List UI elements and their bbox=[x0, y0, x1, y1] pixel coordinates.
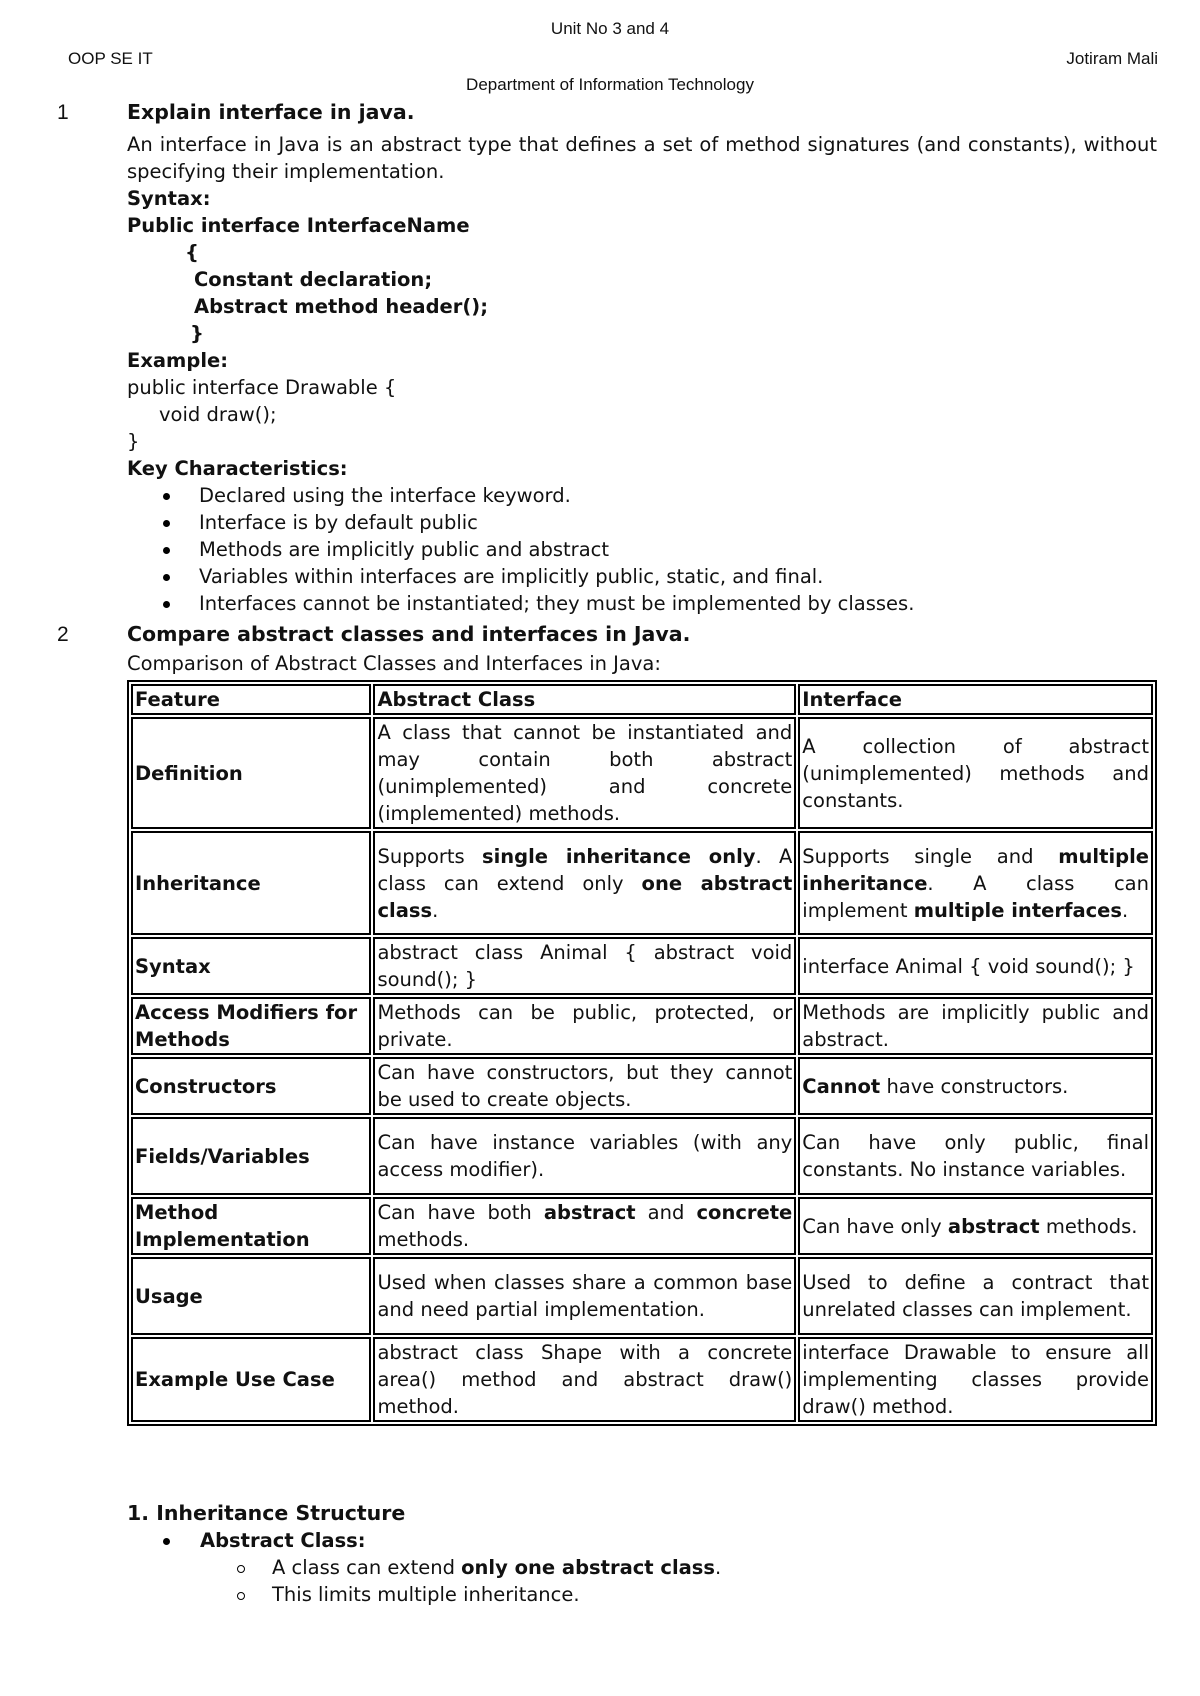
list-item: Abstract Class: bbox=[127, 1527, 721, 1554]
feature-cell: Fields/Variables bbox=[131, 1117, 371, 1195]
column-header: Abstract Class bbox=[373, 684, 796, 715]
summary-list bbox=[127, 1527, 721, 1554]
abstract-class-cell: Used when classes share a common base and need partial implementation. bbox=[373, 1257, 796, 1335]
abstract-class-cell: abstract class Animal { abstract void sound(); } bbox=[373, 937, 796, 995]
table-row bbox=[131, 717, 1153, 829]
example-code-line: void draw(); bbox=[159, 403, 277, 426]
example-code-line: } bbox=[127, 430, 140, 453]
list-item: A class can extend only one abstract class. bbox=[127, 1554, 721, 1581]
syntax-line: Public interface InterfaceName bbox=[127, 214, 470, 237]
feature-cell: Example Use Case bbox=[131, 1337, 371, 1422]
table-header-row bbox=[131, 684, 1153, 715]
feature-cell: Definition bbox=[131, 717, 371, 829]
header-department: Department of Information Technology bbox=[466, 75, 754, 94]
question-1-title: Explain interface in java. bbox=[127, 100, 415, 124]
feature-cell: Method Implementation bbox=[131, 1197, 371, 1255]
header-unit: Unit No 3 and 4 bbox=[550, 19, 670, 38]
interface-cell: interface Animal { void sound(); } bbox=[798, 937, 1153, 995]
example-label: Example: bbox=[127, 349, 229, 372]
syntax-line: Abstract method header(); bbox=[194, 295, 489, 318]
interface-cell: interface Drawable to ensure all implementing classes provide draw() method. bbox=[798, 1337, 1153, 1422]
table-row bbox=[131, 1257, 1153, 1335]
abstract-class-cell: A class that cannot be instantiated and may contain both abstract (unimplemented) and concrete (implemented) methods. bbox=[373, 717, 796, 829]
header-course: OOP SE IT bbox=[68, 49, 153, 68]
table-row bbox=[131, 831, 1153, 935]
abstract-class-cell: abstract class Shape with a concrete area() method and abstract draw() method. bbox=[373, 1337, 796, 1422]
interface-cell: Can have only abstract methods. bbox=[798, 1197, 1153, 1255]
example-code-line: public interface Drawable { bbox=[127, 376, 397, 399]
inheritance-summary bbox=[127, 1500, 721, 1608]
syntax-line: Constant declaration; bbox=[194, 268, 433, 291]
list-item: Declared using the interface keyword. bbox=[127, 482, 1157, 509]
feature-cell: Usage bbox=[131, 1257, 371, 1335]
interface-cell: A collection of abstract (unimplemented) methods and constants. bbox=[798, 717, 1153, 829]
list-item: Interface is by default public bbox=[127, 509, 1157, 536]
question-1-number: 1 bbox=[57, 101, 69, 124]
abstract-class-cell: Methods can be public, protected, or private. bbox=[373, 997, 796, 1055]
table-row bbox=[131, 1197, 1153, 1255]
question-2-number: 2 bbox=[57, 623, 69, 646]
feature-cell: Access Modifiers for Methods bbox=[131, 997, 371, 1055]
summary-heading: 1. Inheritance Structure bbox=[127, 1501, 406, 1525]
comparison-caption: Comparison of Abstract Classes and Interfaces in Java: bbox=[127, 652, 661, 675]
abstract-class-cell: Can have instance variables (with any access modifier). bbox=[373, 1117, 796, 1195]
summary-sublist bbox=[127, 1554, 721, 1608]
feature-cell: Syntax bbox=[131, 937, 371, 995]
interface-cell: Cannot have constructors. bbox=[798, 1057, 1153, 1115]
interface-cell: Used to define a contract that unrelated classes can implement. bbox=[798, 1257, 1153, 1335]
feature-cell: Constructors bbox=[131, 1057, 371, 1115]
feature-cell: Inheritance bbox=[131, 831, 371, 935]
abstract-class-cell: Can have constructors, but they cannot be used to create objects. bbox=[373, 1057, 796, 1115]
table-row bbox=[131, 1337, 1153, 1422]
list-item: This limits multiple inheritance. bbox=[127, 1581, 721, 1608]
abstract-class-cell: Can have both abstract and concrete methods. bbox=[373, 1197, 796, 1255]
key-characteristics-list bbox=[127, 482, 1157, 617]
interface-cell: Can have only public, final constants. No instance variables. bbox=[798, 1117, 1153, 1195]
question-1-body bbox=[127, 131, 1157, 617]
abstract-class-cell: Supports single inheritance only. A class can extend only one abstract class. bbox=[373, 831, 796, 935]
syntax-label: Syntax: bbox=[127, 187, 211, 210]
table-row bbox=[131, 997, 1153, 1055]
comparison-table bbox=[127, 680, 1157, 1426]
intro-paragraph: An interface in Java is an abstract type that defines a set of method signatures (and constants), without specifying their implementation. bbox=[127, 133, 1157, 183]
table-row bbox=[131, 937, 1153, 995]
header-author: Jotiram Mali bbox=[1066, 49, 1158, 68]
list-item: Variables within interfaces are implicitly public, static, and final. bbox=[127, 563, 1157, 590]
table-row bbox=[131, 1117, 1153, 1195]
syntax-line: { bbox=[185, 241, 199, 264]
interface-cell: Methods are implicitly public and abstract. bbox=[798, 997, 1153, 1055]
question-2-title: Compare abstract classes and interfaces in Java. bbox=[127, 622, 691, 646]
column-header: Interface bbox=[798, 684, 1153, 715]
interface-cell: Supports single and multiple inheritance. A class can implement multiple interfaces. bbox=[798, 831, 1153, 935]
key-characteristics-label: Key Characteristics: bbox=[127, 457, 348, 480]
syntax-line: } bbox=[190, 322, 204, 345]
list-item: Methods are implicitly public and abstract bbox=[127, 536, 1157, 563]
list-item: Interfaces cannot be instantiated; they must be implemented by classes. bbox=[127, 590, 1157, 617]
table-row bbox=[131, 1057, 1153, 1115]
column-header: Feature bbox=[131, 684, 371, 715]
